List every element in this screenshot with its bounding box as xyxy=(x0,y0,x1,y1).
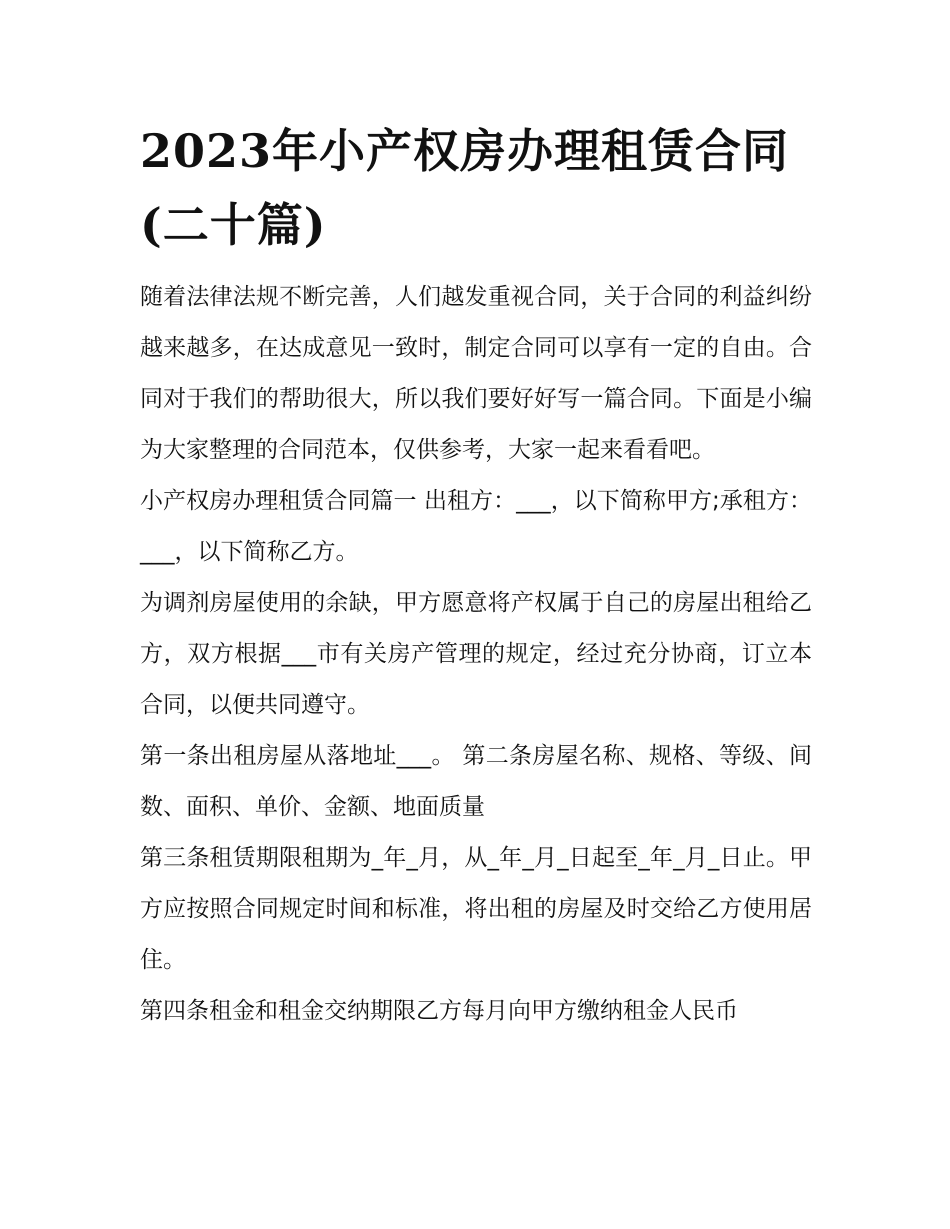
article-one-two-paragraph: 第一条出租房屋从落地址___。 第二条房屋名称、规格、等级、间数、面积、单价、金额、地面质量 xyxy=(140,743,812,820)
article-four-paragraph: 第四条租金和租金交纳期限乙方每月向甲方缴纳租金人民币 xyxy=(140,998,738,1024)
document-title: 2023年小产权房办理租赁合同(二十篇) xyxy=(140,124,790,252)
document-page xyxy=(140,0,812,1037)
intro-paragraph: 随着法律法规不断完善，人们越发重视合同，关于合同的利益纠纷越来越多，在达成意见一致时，制定合同可以享有一定的自由。合同对于我们的帮助很大，所以我们要好好写一篇合同。下面是小编为大家整理的合同范本，仅供参考，大家一起来看看吧。 xyxy=(140,284,812,463)
contract-parties-paragraph: 小产权房办理租赁合同篇一 出租方：___，以下简称甲方;承租方：___，以下简称乙方。 xyxy=(140,488,812,565)
contract-purpose-paragraph: 为调剂房屋使用的余缺，甲方愿意将产权属于自己的房屋出租给乙方，双方根据___市有关房产管理的规定，经过充分协商，订立本合同，以便共同遵守。 xyxy=(140,590,812,718)
article-three-paragraph: 第三条租赁期限租期为_年_月，从_年_月_日起至_年_月_日止。甲方应按照合同规定时间和标准，将出租的房屋及时交给乙方使用居住。 xyxy=(140,845,812,973)
document-body xyxy=(140,272,812,1037)
